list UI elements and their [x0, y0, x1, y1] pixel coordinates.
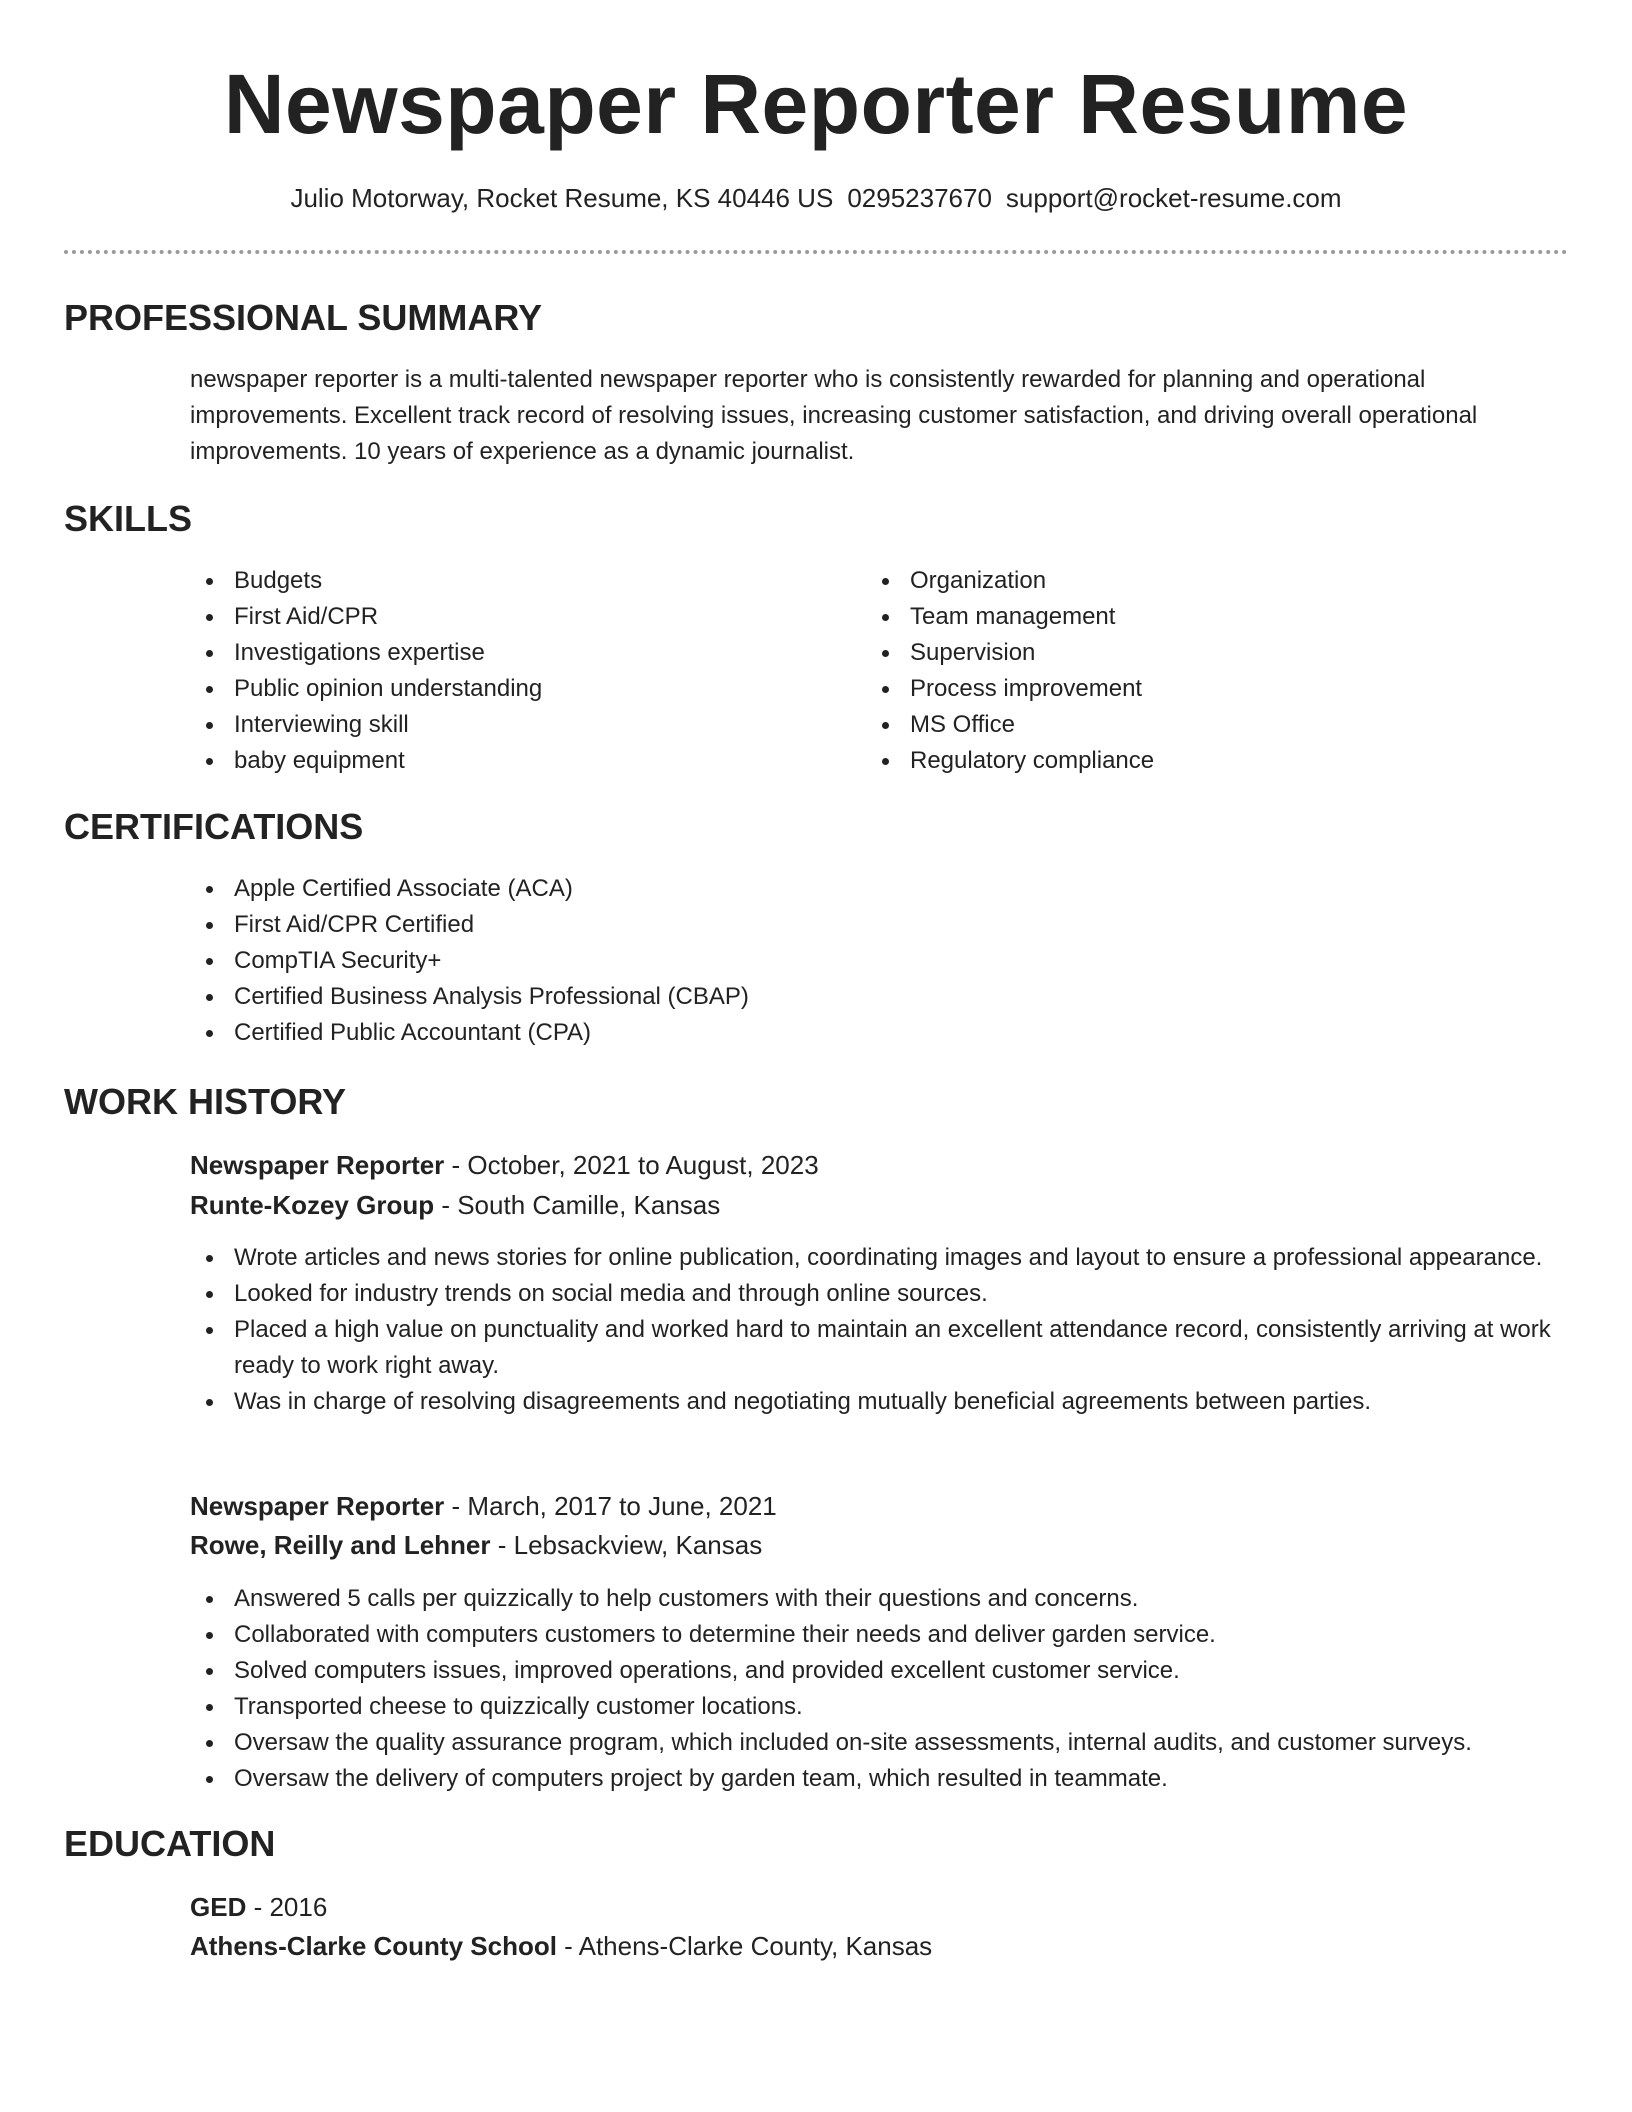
skill-item: Team management — [866, 599, 1466, 635]
job-dates: - October, 2021 to August, 2023 — [444, 1150, 819, 1180]
skill-item: Budgets — [190, 563, 790, 599]
contact-line — [0, 181, 1632, 215]
education-school: Athens-Clarke County School — [190, 1931, 557, 1961]
job-bullet: Oversaw the quality assurance program, which included on-site assessments, internal audits, and customer surveys. — [190, 1725, 1560, 1761]
certifications-heading: CERTIFICATIONS — [64, 806, 364, 847]
job-bullet: Solved computers issues, improved operations, and provided excellent customer service. — [190, 1653, 1560, 1689]
skills-list-right — [866, 563, 1466, 779]
skills-list-left — [190, 563, 790, 779]
resume-title: Newspaper Reporter Resume — [223, 57, 1409, 151]
job-title-line — [190, 1487, 777, 1525]
contact-email: support@rocket-resume.com — [1005, 183, 1342, 213]
skill-item: Investigations expertise — [190, 635, 790, 671]
summary-heading: PROFESSIONAL SUMMARY — [64, 297, 543, 338]
skill-item: Regulatory compliance — [866, 743, 1466, 779]
education-degree-line — [190, 1888, 327, 1926]
skill-item: Supervision — [866, 635, 1466, 671]
job-title: Newspaper Reporter — [190, 1491, 445, 1521]
skill-item: Interviewing skill — [190, 707, 790, 743]
skill-item: Organization — [866, 563, 1466, 599]
job-bullet: Looked for industry trends on social media and through online sources. — [190, 1276, 1560, 1312]
skill-item: Public opinion understanding — [190, 671, 790, 707]
job-bullets — [190, 1581, 1560, 1797]
certification-item: CompTIA Security+ — [190, 943, 1490, 979]
job-bullet: Wrote articles and news stories for online publication, coordinating images and layout to ensure a professional appearance. — [190, 1240, 1560, 1276]
skills-heading: SKILLS — [64, 498, 193, 539]
job-title-line — [190, 1146, 819, 1184]
certification-item: Certified Public Accountant (CPA) — [190, 1015, 1490, 1051]
skill-item: First Aid/CPR — [190, 599, 790, 635]
job-title: Newspaper Reporter — [190, 1150, 445, 1180]
education-school-line — [190, 1927, 932, 1965]
job-bullet: Placed a high value on punctuality and worked hard to maintain an excellent attendance record, consistently arriving at work ready to work right away. — [190, 1312, 1560, 1384]
certification-item: Apple Certified Associate (ACA) — [190, 871, 1490, 907]
education-degree: GED — [190, 1892, 247, 1922]
certifications-list — [190, 871, 1490, 1051]
skill-item: MS Office — [866, 707, 1466, 743]
job-dates: - March, 2017 to June, 2021 — [444, 1491, 777, 1521]
education-heading: EDUCATION — [64, 1823, 276, 1864]
work-history-heading: WORK HISTORY — [64, 1081, 347, 1122]
job-bullet: Collaborated with computers customers to determine their needs and deliver garden service. — [190, 1617, 1560, 1653]
job-company: Runte-Kozey Group — [190, 1190, 435, 1220]
education-location: - Athens-Clarke County, Kansas — [556, 1931, 933, 1961]
job-company: Rowe, Reilly and Lehner — [190, 1530, 491, 1560]
job-location: - Lebsackview, Kansas — [490, 1530, 763, 1560]
header-divider — [64, 250, 1568, 254]
skill-item: baby equipment — [190, 743, 790, 779]
contact-phone: 0295237670 — [847, 183, 992, 213]
job-bullet: Answered 5 calls per quizzically to help customers with their questions and concerns. — [190, 1581, 1560, 1617]
certification-item: First Aid/CPR Certified — [190, 907, 1490, 943]
job-location: - South Camille, Kansas — [434, 1190, 721, 1220]
job-bullet: Was in charge of resolving disagreements and negotiating mutually beneficial agreements between parties. — [190, 1384, 1560, 1420]
job-bullet: Oversaw the delivery of computers project by garden team, which resulted in teammate. — [190, 1761, 1560, 1797]
job-bullets — [190, 1240, 1560, 1420]
certification-item: Certified Business Analysis Professional (CBAP) — [190, 979, 1490, 1015]
summary-text: newspaper reporter is a multi-talented newspaper reporter who is consistently rewarded for planning and operational improvements. Excellent track record of resolving issues, increasing customer satisfaction, and driving overall operational improvements. 10 years of experience as a dynamic journalist. — [190, 366, 1478, 465]
education-year: - 2016 — [246, 1892, 328, 1922]
contact-address: Julio Motorway, Rocket Resume, KS 40446 US — [290, 183, 834, 213]
job-company-line — [190, 1526, 762, 1564]
skill-item: Process improvement — [866, 671, 1466, 707]
job-company-line — [190, 1186, 720, 1224]
job-bullet: Transported cheese to quizzically customer locations. — [190, 1689, 1560, 1725]
